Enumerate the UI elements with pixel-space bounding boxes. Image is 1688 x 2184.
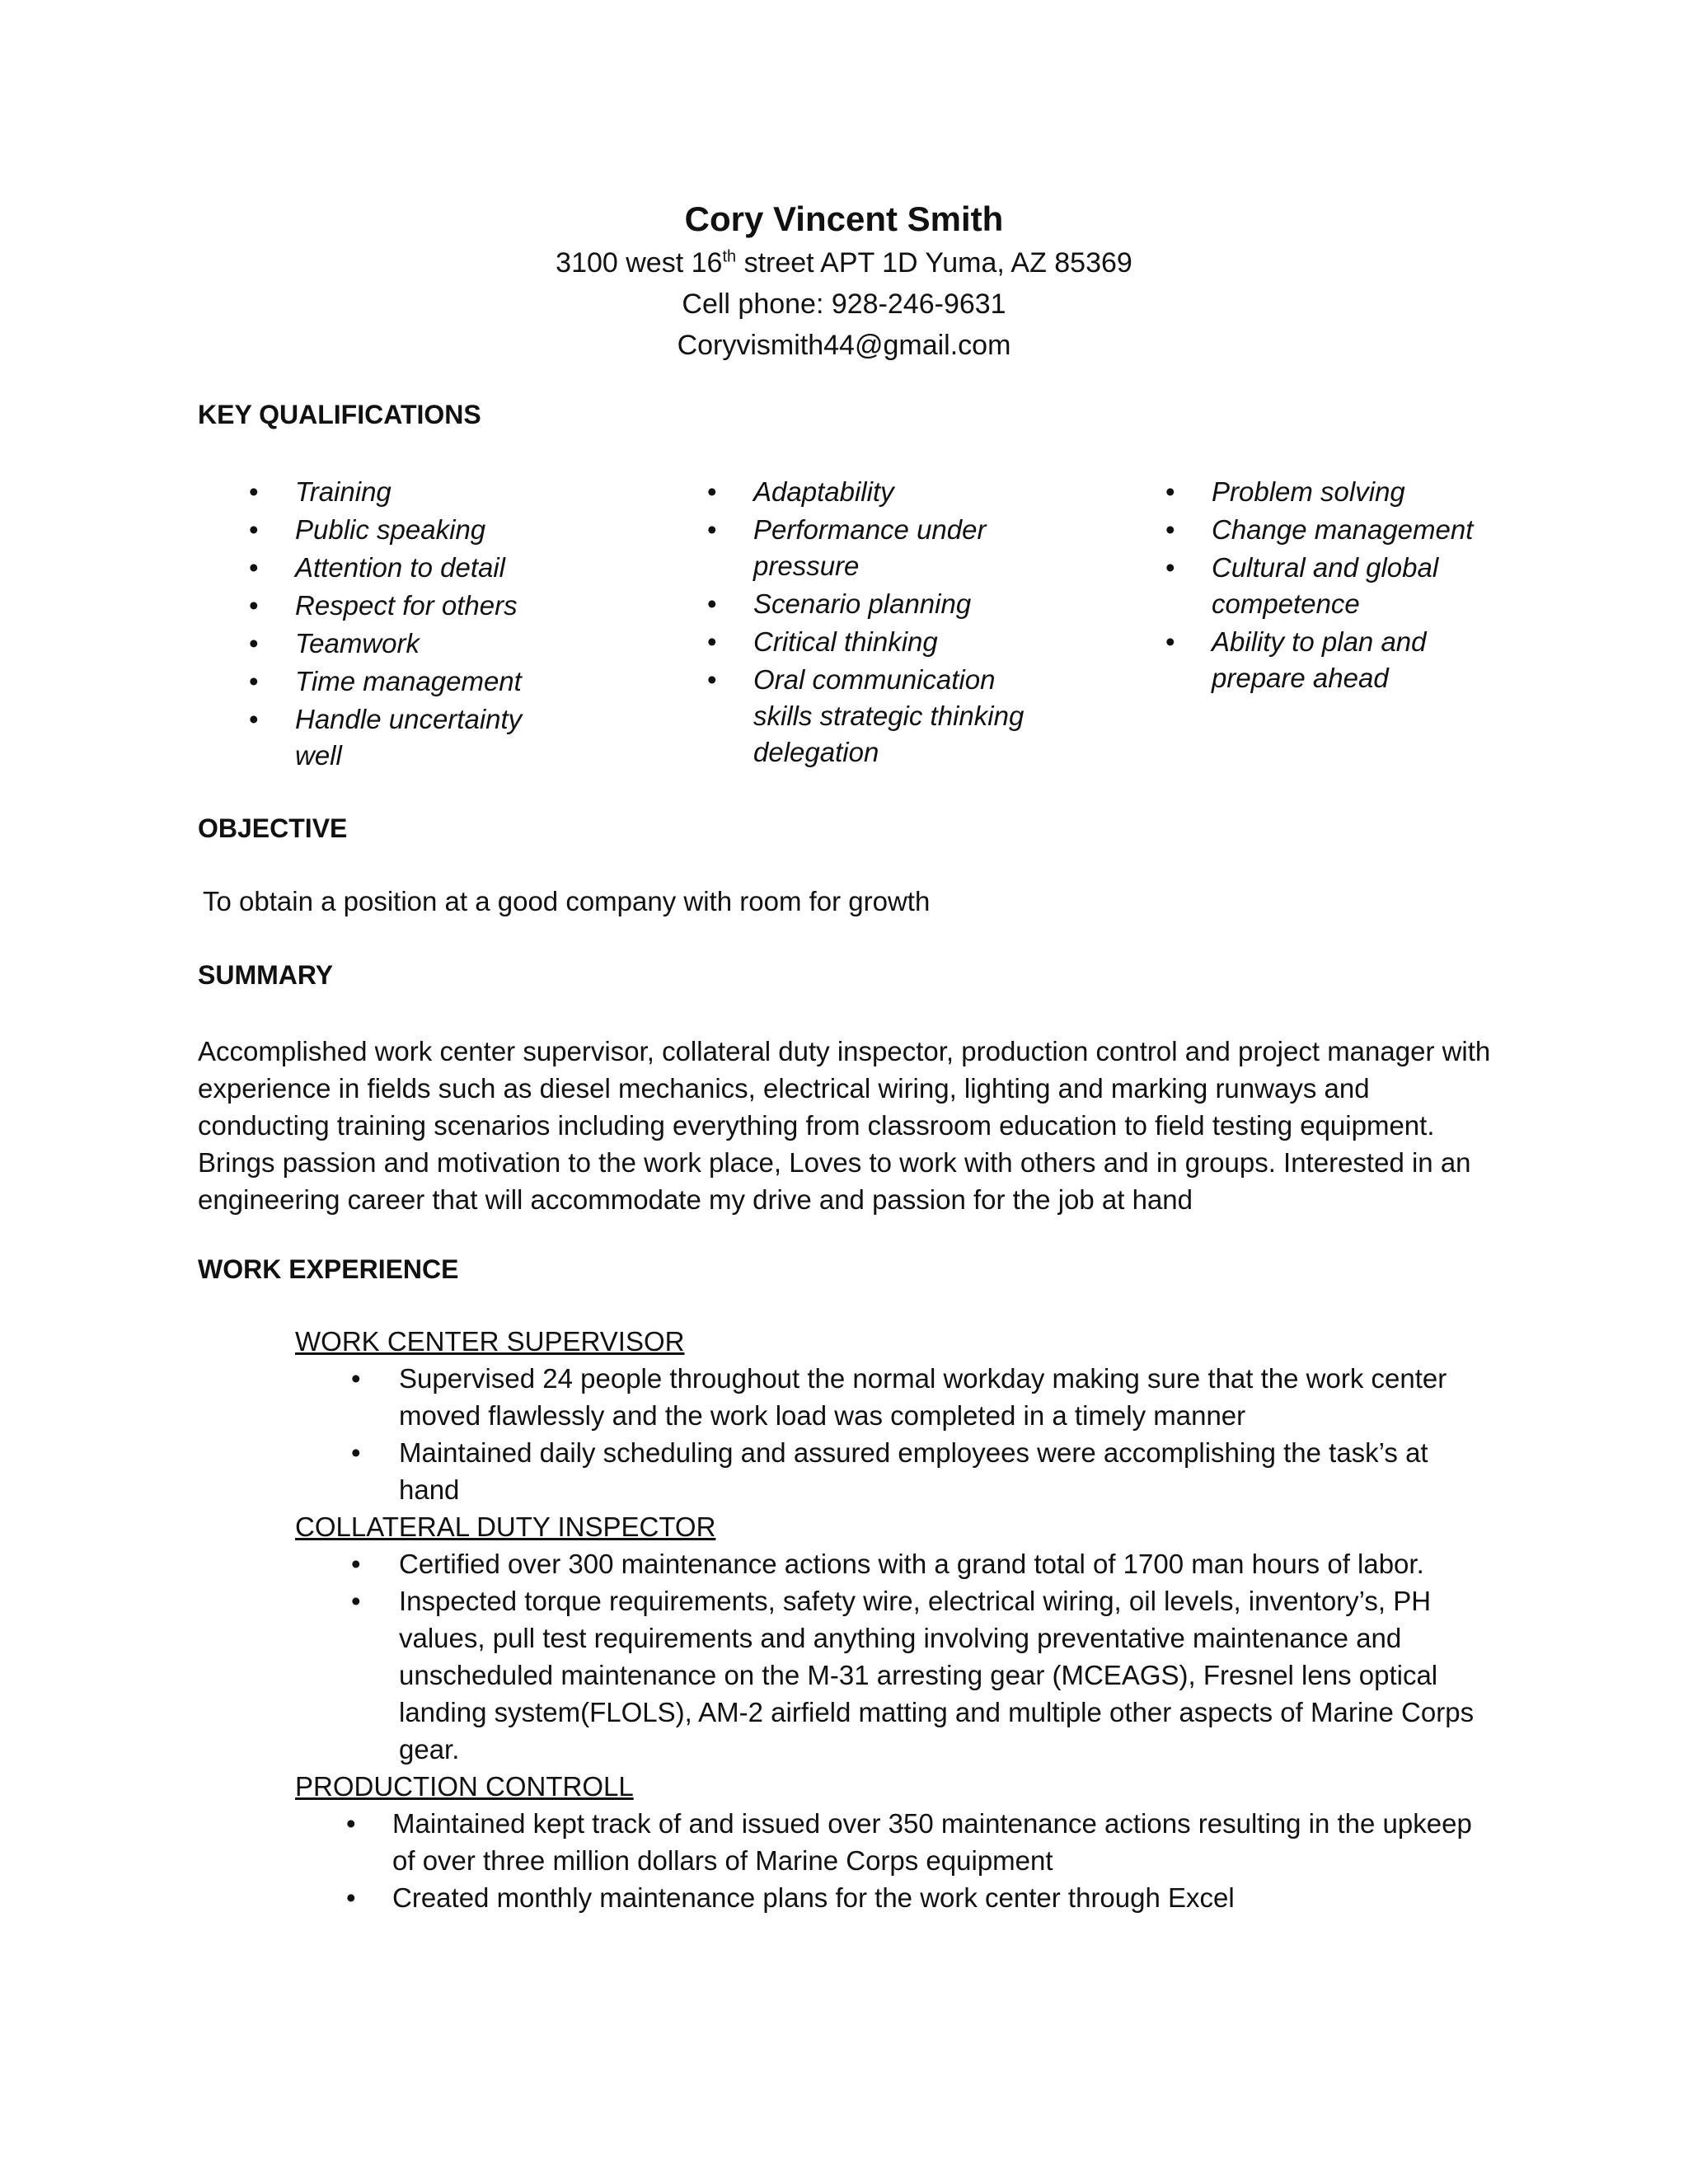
bullet-icon: • <box>249 514 259 545</box>
bullet-icon: • <box>351 1586 361 1616</box>
job-title: COLLATERAL DUTY INSPECTOR <box>295 1511 716 1542</box>
qualification-item: • Scenario planning <box>656 586 1118 622</box>
bullet-icon: • <box>707 514 717 545</box>
address: 3100 west 16th street APT 1D Yuma, AZ 85369 <box>556 247 1132 279</box>
objective-heading: OBJECTIVE <box>198 813 348 843</box>
job-collateral-duty-inspector <box>295 1508 1482 1768</box>
qualification-item: • Change management <box>1114 512 1576 548</box>
job-bullet: • Certified over 300 maintenance actions with a grand total of 1700 man hours of labor. <box>295 1545 1482 1582</box>
bullet-icon: • <box>249 476 259 507</box>
qualifications-heading: KEY QUALIFICATIONS <box>198 400 481 429</box>
qualification-item: • Oral communication skills strategic thinking delegation <box>656 662 1025 771</box>
qualification-item: • Attention to detail <box>198 550 659 586</box>
email: Coryvismith44@gmail.com <box>677 330 1011 361</box>
phone: Cell phone: 928-246-9631 <box>682 288 1006 320</box>
candidate-name: Cory Vincent Smith <box>684 199 1004 238</box>
bullet-icon: • <box>707 588 717 619</box>
bullet-icon: • <box>249 666 259 696</box>
qualification-item: • Time management <box>198 663 659 700</box>
qualifications-column-2 <box>656 474 1118 772</box>
job-bullets <box>295 1805 1482 1916</box>
bullet-icon: • <box>346 1808 356 1839</box>
qualification-item: • Cultural and global competence <box>1114 550 1475 622</box>
bullet-icon: • <box>249 704 259 734</box>
bullet-icon: • <box>249 590 259 621</box>
job-bullet: • Created monthly maintenance plans for the work center through Excel <box>295 1879 1482 1916</box>
objective-text: To obtain a position at a good company with room for growth <box>203 886 931 916</box>
bullet-icon: • <box>351 1549 361 1579</box>
summary-text: Accomplished work center supervisor, collateral duty inspector, production control and project manager with experience in fields such as diesel mechanics, electrical wiring, lighting and marking runways and conducting training scenarios including everything from classroom education to field testing equipment. Brings passion and motivation to the work place, Loves to work with others and in groups. Interested in an engineering career that will accommodate my drive and passion for the job at hand <box>198 1036 1491 1215</box>
qualification-item: • Training <box>198 474 659 510</box>
bullet-icon: • <box>1165 476 1175 507</box>
bullet-icon: • <box>707 626 717 657</box>
qualification-item: • Critical thinking <box>656 624 1118 660</box>
work-experience-heading: WORK EXPERIENCE <box>198 1254 459 1284</box>
job-bullets <box>295 1545 1482 1768</box>
qualification-item: • Ability to plan and prepare ahead <box>1114 624 1475 696</box>
bullet-icon: • <box>351 1363 361 1394</box>
bullet-icon: • <box>707 664 717 695</box>
qualification-item: • Respect for others <box>198 588 659 624</box>
job-bullet: • Inspected torque requirements, safety wire, electrical wiring, oil levels, inventory’s, PH values, pull test requirements and anything involving preventative maintenance and unscheduled maintenance on the M-31 arresting gear (MCEAGS), Fresnel lens optical landing system(FLOLS), AM-2 airfield matting and multiple other aspects of Marine Corps gear. <box>295 1582 1482 1768</box>
summary-heading: SUMMARY <box>198 960 334 990</box>
qualification-item: • Handle uncertainty well <box>198 701 575 774</box>
qualifications-column-3 <box>1114 474 1576 698</box>
qualification-item: • Performance under pressure <box>656 512 1025 584</box>
bullet-icon: • <box>249 628 259 658</box>
qualifications-column-1 <box>198 474 659 776</box>
job-bullets <box>295 1360 1482 1508</box>
job-bullet: • Maintained kept track of and issued over 350 maintenance actions resulting in the upkeep of over three million dollars of Marine Corps equipment <box>295 1805 1482 1879</box>
qualification-item: • Problem solving <box>1114 474 1576 510</box>
job-work-center-supervisor <box>295 1323 1482 1508</box>
job-production-controll <box>295 1768 1482 1916</box>
bullet-icon: • <box>707 476 717 507</box>
job-title: WORK CENTER SUPERVISOR <box>295 1326 685 1357</box>
job-bullet: • Maintained daily scheduling and assured employees were accomplishing the task’s at hand <box>295 1434 1482 1508</box>
bullet-icon: • <box>346 1882 356 1913</box>
bullet-icon: • <box>1165 552 1175 583</box>
bullet-icon: • <box>351 1437 361 1468</box>
qualification-item: • Teamwork <box>198 626 659 662</box>
job-title: PRODUCTION CONTROLL <box>295 1771 634 1802</box>
qualification-item: • Adaptability <box>656 474 1118 510</box>
bullet-icon: • <box>1165 514 1175 545</box>
bullet-icon: • <box>249 552 259 583</box>
bullet-icon: • <box>1165 626 1175 657</box>
job-bullet: • Supervised 24 people throughout the normal workday making sure that the work center moved flawlessly and the work load was completed in a timely manner <box>295 1360 1482 1434</box>
qualification-item: • Public speaking <box>198 512 659 548</box>
resume-header <box>0 196 1688 366</box>
